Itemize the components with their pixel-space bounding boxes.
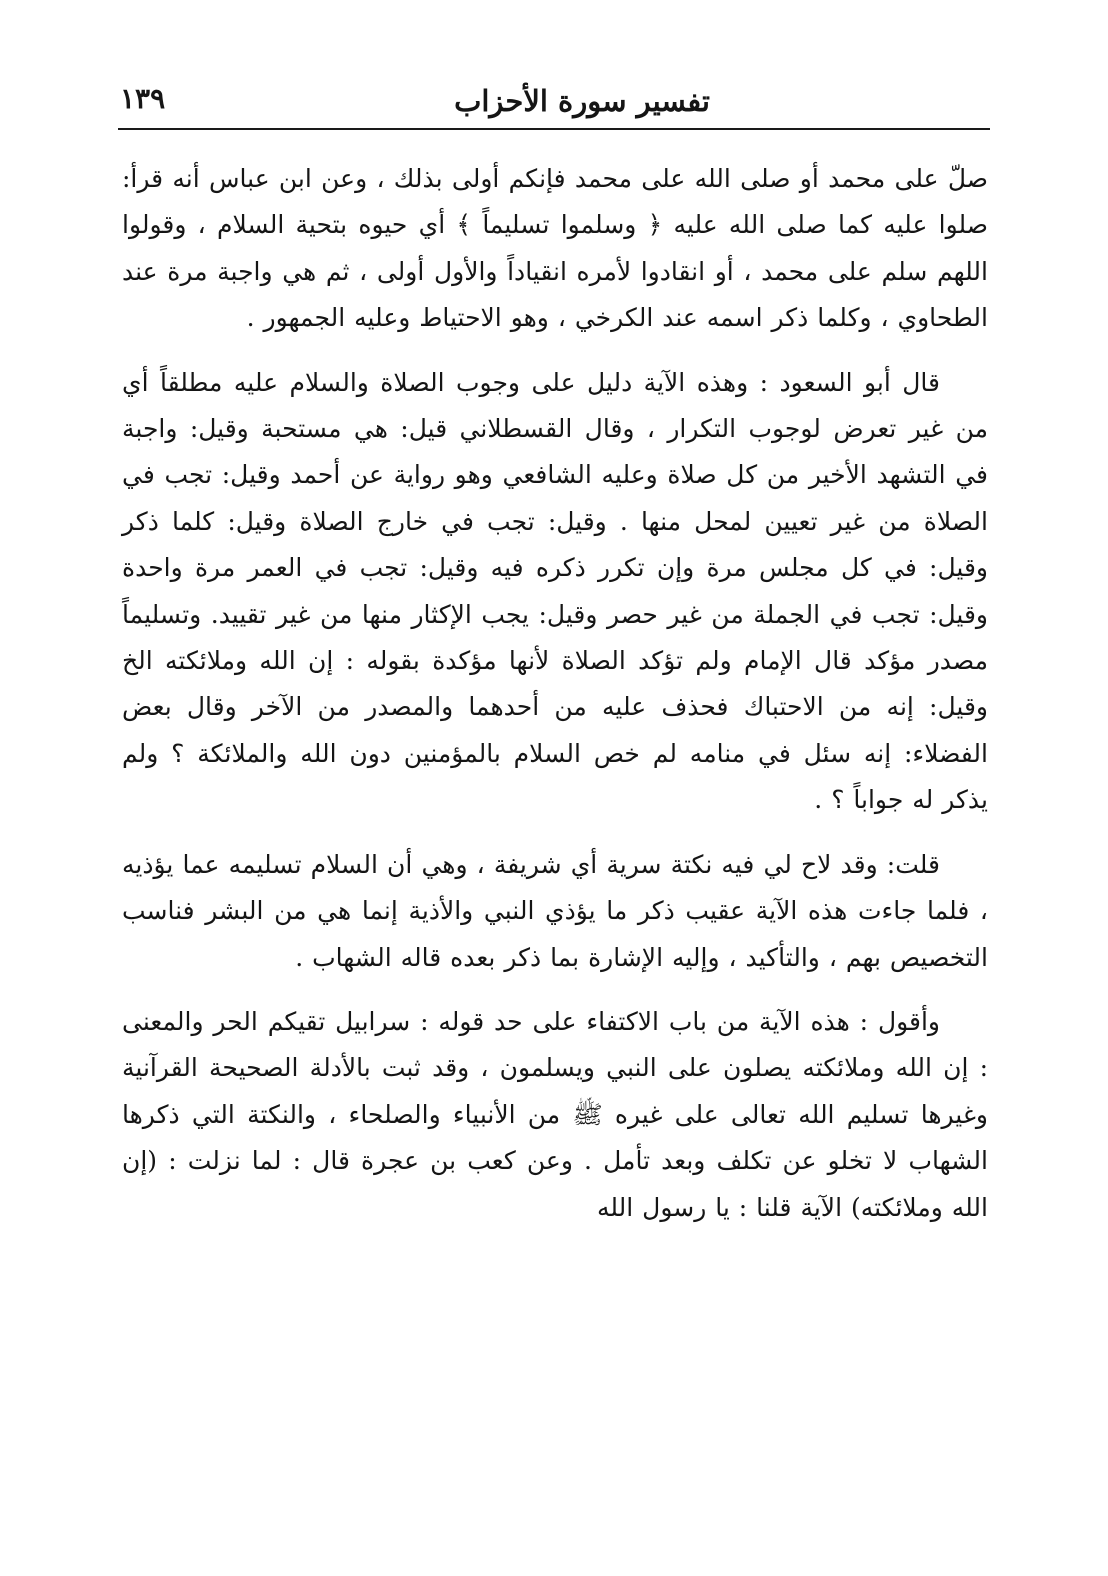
header-title: تفسير سورة الأحزاب — [454, 84, 710, 118]
paragraph-4: وأقول : هذه الآية من باب الاكتفاء على حد قوله : سرابيل تقيكم الحر والمعنى : إن الله وملائكته يصلون على النبي ويسلمون ، وقد ثبت بالأدلة الصحيحة القرآنية وغيرها تسليم الله تعالى على غيره ﷺ من الأنبياء والصلحاء ، والنكتة التي ذكرها الشهاب لا تخلو عن تكلف وبعد تأمل . وعن كعب بن عجرة قال : لما نزلت : (إن الله وملائكته) الآية قلنا : يا رسول الله — [122, 1006, 988, 1222]
paragraph-1: صلّ على محمد أو صلى الله على محمد فإنكم أولى بذلك ، وعن ابن عباس أنه قرأ: صلوا عليه كما صلى الله عليه ﴿ وسلموا تسليماً ﴾ أي حيوه بتحية السلام ، وقولوا اللهم سلم على محمد ، أو انقادوا لأمره انقياداً والأول أولى ، ثم هي واجبة مرة عند الطحاوي ، وكلما ذكر اسمه عند الكرخي ، وهو الاحتياط وعليه الجمهور . — [122, 164, 988, 333]
paragraph-3: قلت: وقد لاح لي فيه نكتة سرية أي شريفة ، وهي أن السلام تسليمه عما يؤذيه ، فلما جاءت هذه الآية عقيب ذكر ما يؤذي النبي والأذية إنما هي من البشر فناسب التخصيص بهم ، والتأكيد ، وإليه الإشارة بما ذكر بعده قاله الشهاب . — [122, 849, 988, 972]
paragraph-2: قال أبو السعود : وهذه الآية دليل على وجوب الصلاة والسلام عليه مطلقاً أي من غير تعرض لوجوب التكرار ، وقال القسطلاني قيل: هي مستحبة وقيل: واجبة في التشهد الأخير من كل صلاة وعليه الشافعي وهو رواية عن أحمد وقيل: تجب في الصلاة من غير تعيين لمحل منها . وقيل: تجب في خارج الصلاة وقيل: كلما ذكر وقيل: في كل مجلس مرة وإن تكرر ذكره فيه وقيل: تجب في العمر مرة واحدة وقيل: تجب في الجملة من غير حصر وقيل: يجب الإكثار منها من غير تقييد. وتسليماً مصدر مؤكد قال الإمام ولم تؤكد الصلاة لأنها مؤكدة بقوله : إن الله وملائكته الخ وقيل: إنه من الاحتباك فحذف عليه من أحدهما والمصدر من الآخر وقال بعض الفضلاء: إنه سئل في منامه لم خص السلام بالمؤمنين دون الله والملائكة ؟ ولم يذكر له جواباً ؟ . — [122, 367, 988, 815]
header-rule — [118, 128, 990, 130]
running-header — [118, 78, 990, 130]
page-number: ١٣٩ — [120, 82, 166, 115]
page-body — [122, 156, 988, 1249]
